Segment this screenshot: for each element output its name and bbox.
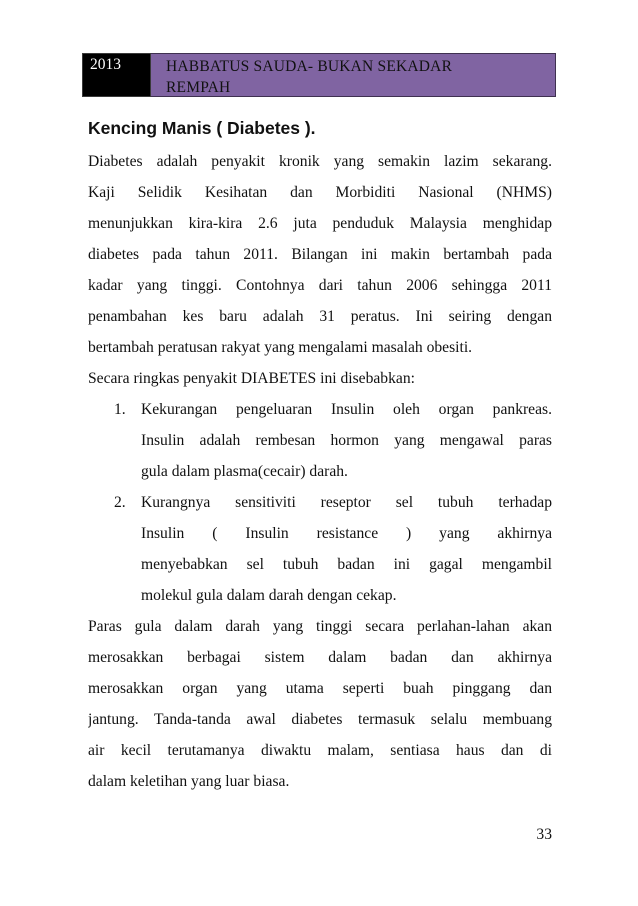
header-title-line-1: HABBATUS SAUDA- BUKAN SEKADAR	[166, 58, 453, 75]
text-line: menunjukkan kira-kira 2.6 juta penduduk Malaysia menghidap	[88, 215, 552, 232]
text-line: jantung. Tanda-tanda awal diabetes termasuk selalu membuang	[88, 711, 552, 728]
list-item	[88, 394, 552, 487]
paragraph-closing	[88, 611, 552, 797]
text-line: air kecil terutamanya diwaktu malam, sentiasa haus dan di	[88, 742, 552, 759]
text-line: Insulin ( Insulin resistance ) yang akhirnya	[141, 525, 552, 542]
body-text	[88, 146, 552, 797]
page-number: 33	[536, 826, 552, 843]
text-line: Insulin adalah rembesan hormon yang mengawal paras	[141, 432, 552, 449]
text-line: diabetes pada tahun 2011. Bilangan ini makin bertambah pada	[88, 246, 552, 263]
text-line: gula dalam plasma(cecair) darah.	[141, 463, 348, 480]
list-number: 2.	[114, 494, 126, 511]
text-line: bertambah peratusan rakyat yang mengalami masalah obesiti.	[88, 339, 473, 356]
text-line: dalam keletihan yang luar biasa.	[88, 773, 290, 790]
text-line: molekul gula dalam darah dengan cekap.	[141, 587, 397, 604]
text-line: kadar yang tinggi. Contohnya dari tahun 2006 sehingga 2011	[88, 277, 552, 294]
list-item	[88, 487, 552, 611]
text-line: Kaji Selidik Kesihatan dan Morbiditi Nasional (NHMS)	[88, 184, 552, 201]
text-line: Kekurangan pengeluaran Insulin oleh organ pankreas.	[141, 401, 552, 418]
section-heading: Kencing Manis ( Diabetes ).	[88, 118, 316, 138]
text-line: merosakkan organ yang utama seperti buah pinggang dan	[88, 680, 552, 697]
page-header	[82, 53, 556, 97]
list-number: 1.	[114, 401, 126, 418]
text-line: Paras gula dalam darah yang tinggi secara perlahan-lahan akan	[88, 618, 552, 635]
text-line: menyebabkan sel tubuh badan ini gagal mengambil	[141, 556, 552, 573]
header-title	[151, 53, 556, 97]
header-title-line-2: REMPAH	[166, 79, 231, 96]
paragraph-intro	[88, 146, 552, 363]
text-line: merosakkan berbagai sistem dalam badan dan akhirnya	[88, 649, 552, 666]
text-line: Diabetes adalah penyakit kronik yang semakin lazim sekarang.	[88, 153, 552, 170]
text-line: Kurangnya sensitiviti reseptor sel tubuh terhadap	[141, 494, 552, 511]
list-intro: Secara ringkas penyakit DIABETES ini disebabkan:	[88, 370, 415, 387]
text-line: penambahan kes baru adalah 31 peratus. Ini seiring dengan	[88, 308, 552, 325]
header-year: 2013	[82, 53, 151, 97]
